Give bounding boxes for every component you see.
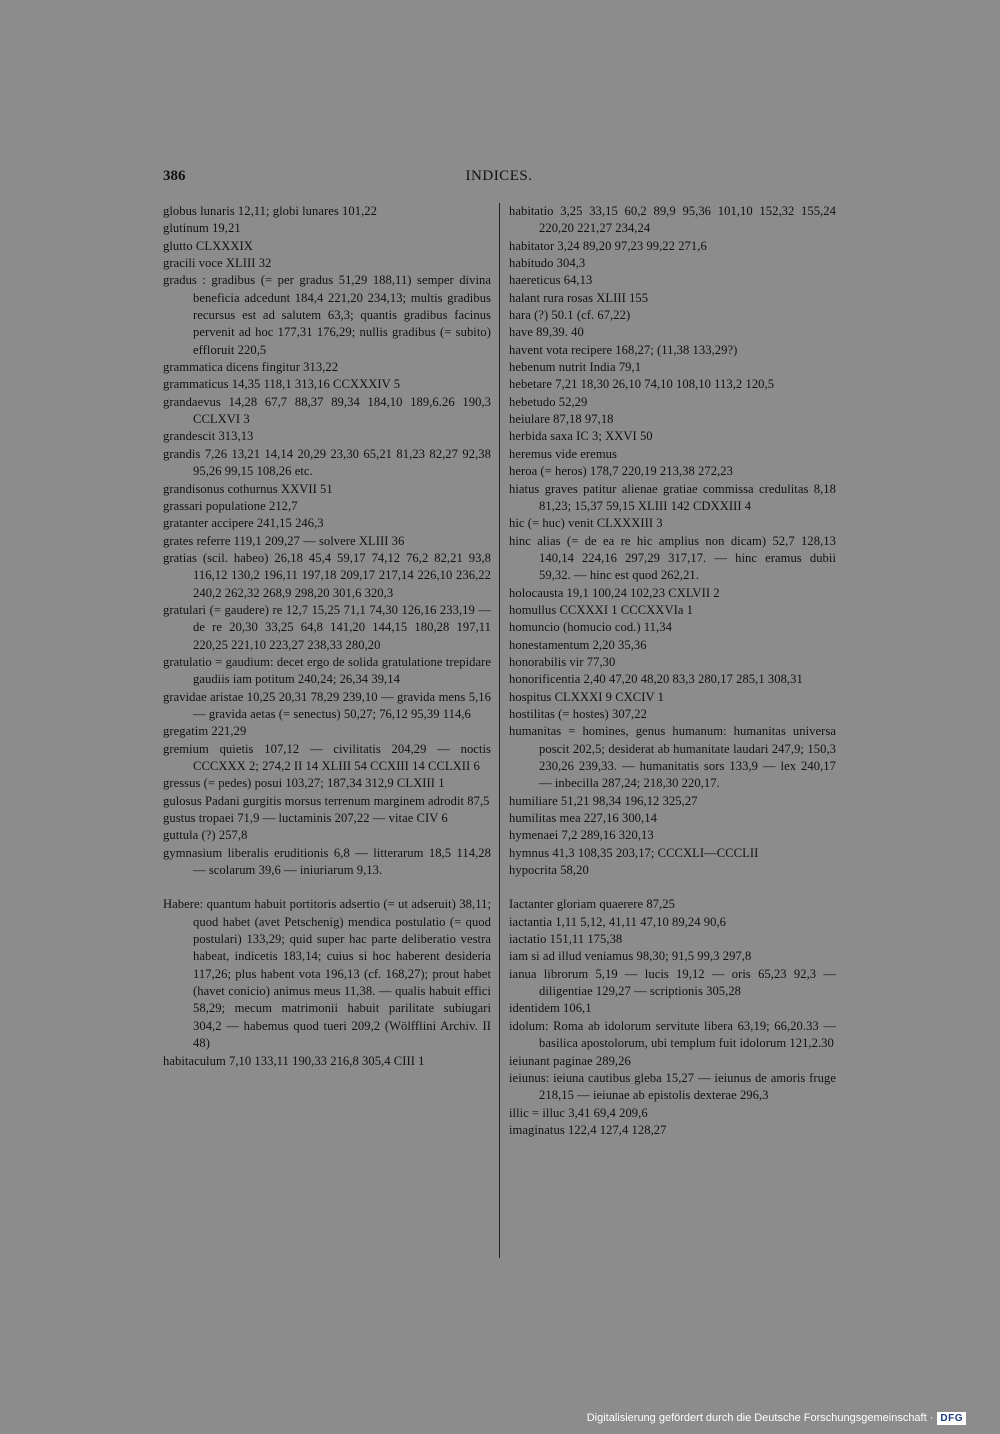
index-entry: honestamentum 2,20 35,36 [509,637,647,652]
running-head: INDICES. [465,168,533,184]
index-entry: habitatio 3,25 33,15 60,2 89,9 95,36 101,10 152,32 155,24 220,20 221,27 234,24 [509,204,836,236]
index-entry: haereticus 64,13 [509,273,593,288]
index-entry: gressus (= pedes) posui 103,27; 187,34 312,9 CLXIII 1 [163,776,445,791]
index-entry: iactantia 1,11 5,12, 41,11 47,10 89,24 90,6 [509,914,727,929]
index-entry: honorabilis vir 77,30 [509,654,616,669]
index-entry: hiatus graves patitur alienae gratiae commissa credulitas 8,18 81,23; 15,37 59,15 XLIII 142 CDXXIII 4 [509,481,836,513]
index-entry: grates referre 119,1 209,27 — solvere XLIII 36 [163,533,405,548]
index-entry: homullus CCXXXI 1 CCCXXVIa 1 [509,602,694,617]
digitization-credit [587,1410,966,1426]
index-entry: hebetare 7,21 18,30 26,10 74,10 108,10 113,2 120,5 [509,377,775,392]
index-entry: guttula (?) 257,8 [163,828,248,843]
index-entry: grassari populatione 212,7 [163,498,298,513]
index-entry: homuncio (homucio cod.) 11,34 [509,620,672,635]
index-entry: honorificentia 2,40 47,20 48,20 83,3 280,17 285,1 308,31 [509,672,803,687]
index-entry: holocausta 19,1 100,24 102,23 CXLVII 2 [509,585,720,600]
index-entry: halant rura rosas XLIII 155 [509,290,649,305]
index-entry: hebetudo 52,29 [509,394,588,409]
index-entry: ieiunant paginae 289,26 [509,1053,631,1068]
column-divider [499,203,500,1258]
index-entry: ianua librorum 5,19 — lucis 19,12 — oris 65,23 92,3 — diligentiae 129,27 — scriptionis 305,28 [509,966,836,999]
index-entry: gregatim 221,29 [163,724,247,739]
index-entry: grandis 7,26 13,21 14,14 20,29 23,30 65,21 81,23 82,27 92,38 95,26 99,15 108,26 etc. [163,446,491,479]
index-entry: grammatica dicens fingitur 313,22 [163,360,339,375]
index-entry: identidem 106,1 [509,1001,592,1016]
index-entry: heremus vide eremus [509,446,617,461]
index-entry: iactatio 151,11 175,38 [509,932,623,947]
index-entry: gymnasium liberalis eruditionis 6,8 — litterarum 18,5 114,28 — scolarum 39,6 — iniuriarum 9,13. [163,845,491,878]
index-entry: humiliare 51,21 98,34 196,12 325,27 [509,793,698,808]
index-entry: humanitas = homines, genus humanum: humanitas universa poscit 202,5; desiderat ab humanitate laudari 247,9; 150,3 230,26 239,33. — humanitatis sors 133,9 — lex 240,17 — inbecilla 287,24; 218,30 220,17. [509,724,836,791]
index-entry: heiulare 87,18 97,18 [509,412,614,427]
index-entry: gratulari (= gaudere) re 12,7 15,25 71,1 74,30 126,16 233,19 — de re 20,30 33,25 64,8 141,20 144,15 180,28 197,11 220,25 221,10 223,27 238,33 280,20 [163,602,491,652]
index-entry: have 89,39. 40 [509,325,584,340]
index-entry: hospitus CLXXXI 9 CXCIV 1 [509,689,664,704]
index-entry: hebenum nutrit India 79,1 [509,360,642,375]
index-column-right [509,203,836,1139]
index-entry: gradus : gradibus (= per gradus 51,29 188,11) semper divina beneficia adcedunt 184,4 221,20 234,13; multis gradibus recursus est ad salutem 63,3; quantis gradibus facinus pervenit ad hoc 177,31 176,29; nullis gradibus (= subito) effloruit 220,5 [163,273,491,357]
page-header [163,168,835,186]
index-entry: grammaticus 14,35 118,1 313,16 CCXXXIV 5 [163,377,401,392]
index-entry: illic = illuc 3,41 69,4 209,6 [509,1105,648,1120]
index-entry: hic (= huc) venit CLXXXIII 3 [509,516,663,531]
index-entry: habitudo 304,3 [509,256,586,271]
index-entry: grandisonus cothurnus XXVII 51 [163,481,333,496]
index-entry: idolum: Roma ab idolorum servitute libera 63,19; 66,20.33 — basilica apostolorum, ubi templum fuit idolorum 121,2.30 [509,1018,836,1051]
index-entry: gustus tropaei 71,9 — luctaminis 207,22 — vitae CIV 6 [163,811,448,826]
index-entry: hostilitas (= hostes) 307,22 [509,706,647,721]
index-entry: habitaculum 7,10 133,11 190,33 216,8 305,4 CIII 1 [163,1053,425,1068]
index-entry: gracili voce XLIII 32 [163,256,272,271]
index-entry: iam si ad illud veniamus 98,30; 91,5 99,3 297,8 [509,949,752,964]
index-entry: hymenaei 7,2 289,16 320,13 [509,828,654,843]
index-entry: glutto CLXXXIX [163,238,253,253]
index-entry: gratanter accipere 241,15 246,3 [163,516,324,531]
index-entry: gremium quietis 107,12 — civilitatis 204,29 — noctis CCCXXX 2; 274,2 II 14 XLIII 54 CCXIII 14 CCLXII 6 [163,741,491,773]
index-entry: Habere: quantum habuit portitoris adsertio (= ut adseruit) 38,11; quod habet (avet Petschenig) mendica postulatio (= quod postulari) 133,29; quid super hac parte deliberatio vestra habeat, indicetis 183,14; cuius si hoc haberent desideria 117,26; plus habent vota 196,13 (cf. 168,27); prout habet (havet conicio) animus meus 11,38. — qualis habuit effici 58,29; mecum matrimonii habuit parilitate subiugari 304,2 — habemus quod tueri 209,2 (Wölfflini Archiv. II 48) [163,897,491,1051]
credit-text: Digitalisierung gefördert durch die Deutsche Forschungsgemeinschaft · [586,1412,934,1424]
index-entry: glutinum 19,21 [163,221,241,236]
index-entry: grandescit 313,13 [163,429,254,444]
index-entry: herbida saxa IC 3; XXVI 50 [509,429,653,444]
index-entry: humilitas mea 227,16 300,14 [509,811,657,826]
index-entry: grandaevus 14,28 67,7 88,37 89,34 184,10 189,6.26 190,3 CCLXVI 3 [163,394,491,427]
index-entry: globus lunaris 12,11; globi lunares 101,22 [163,204,377,218]
index-entry: heroa (= heros) 178,7 220,19 213,38 272,23 [509,464,733,479]
index-entry: havent vota recipere 168,27; (11,38 133,29?) [509,342,738,357]
index-entry: imaginatus 122,4 127,4 128,27 [509,1122,667,1137]
index-entry: gulosus Padani gurgitis morsus terrenum marginem adrodit 87,5 [163,793,490,808]
index-entry: hinc alias (= de ea re hic amplius non dicam) 52,7 128,13 140,14 224,16 297,29 317,17. — hinc eramus dubii 59,32. — hinc est quod 262,21. [509,533,836,583]
index-entry: gratulatio = gaudium: decet ergo de solida gratulatione trepidare gaudiis iam potitum 240,24; 26,34 39,14 [163,654,491,687]
index-entry: hymnus 41,3 108,35 203,17; CCCXLI—CCCLII [509,845,759,860]
index-entry: gravidae aristae 10,25 20,31 78,29 239,10 — gravida mens 5,16 — gravida aetas (= senectus) 50,27; 76,12 95,39 114,6 [163,689,491,721]
index-entry: ieiunus: ieiuna cautibus gleba 15,27 — ieiunus de amoris fruge 218,15 — ieiunae ab epistolis dexterae 296,3 [509,1070,836,1103]
page-number: 386 [163,168,186,184]
index-entry: habitator 3,24 89,20 97,23 99,22 271,6 [509,238,707,253]
index-column-left [163,203,491,1070]
index-entry: hara (?) 50.1 (cf. 67,22) [509,308,631,323]
index-entry: gratias (scil. habeo) 26,18 45,4 59,17 74,12 76,2 82,21 93,8 116,12 130,2 196,11 197,18 209,17 217,14 226,10 236,22 240,2 262,32 268,9 298,20 301,6 320,3 [163,550,491,600]
index-entry: Iactanter gloriam quaerere 87,25 [509,897,675,912]
dfg-logo: DFG [937,1412,966,1425]
index-entry: hypocrita 58,20 [509,863,589,878]
